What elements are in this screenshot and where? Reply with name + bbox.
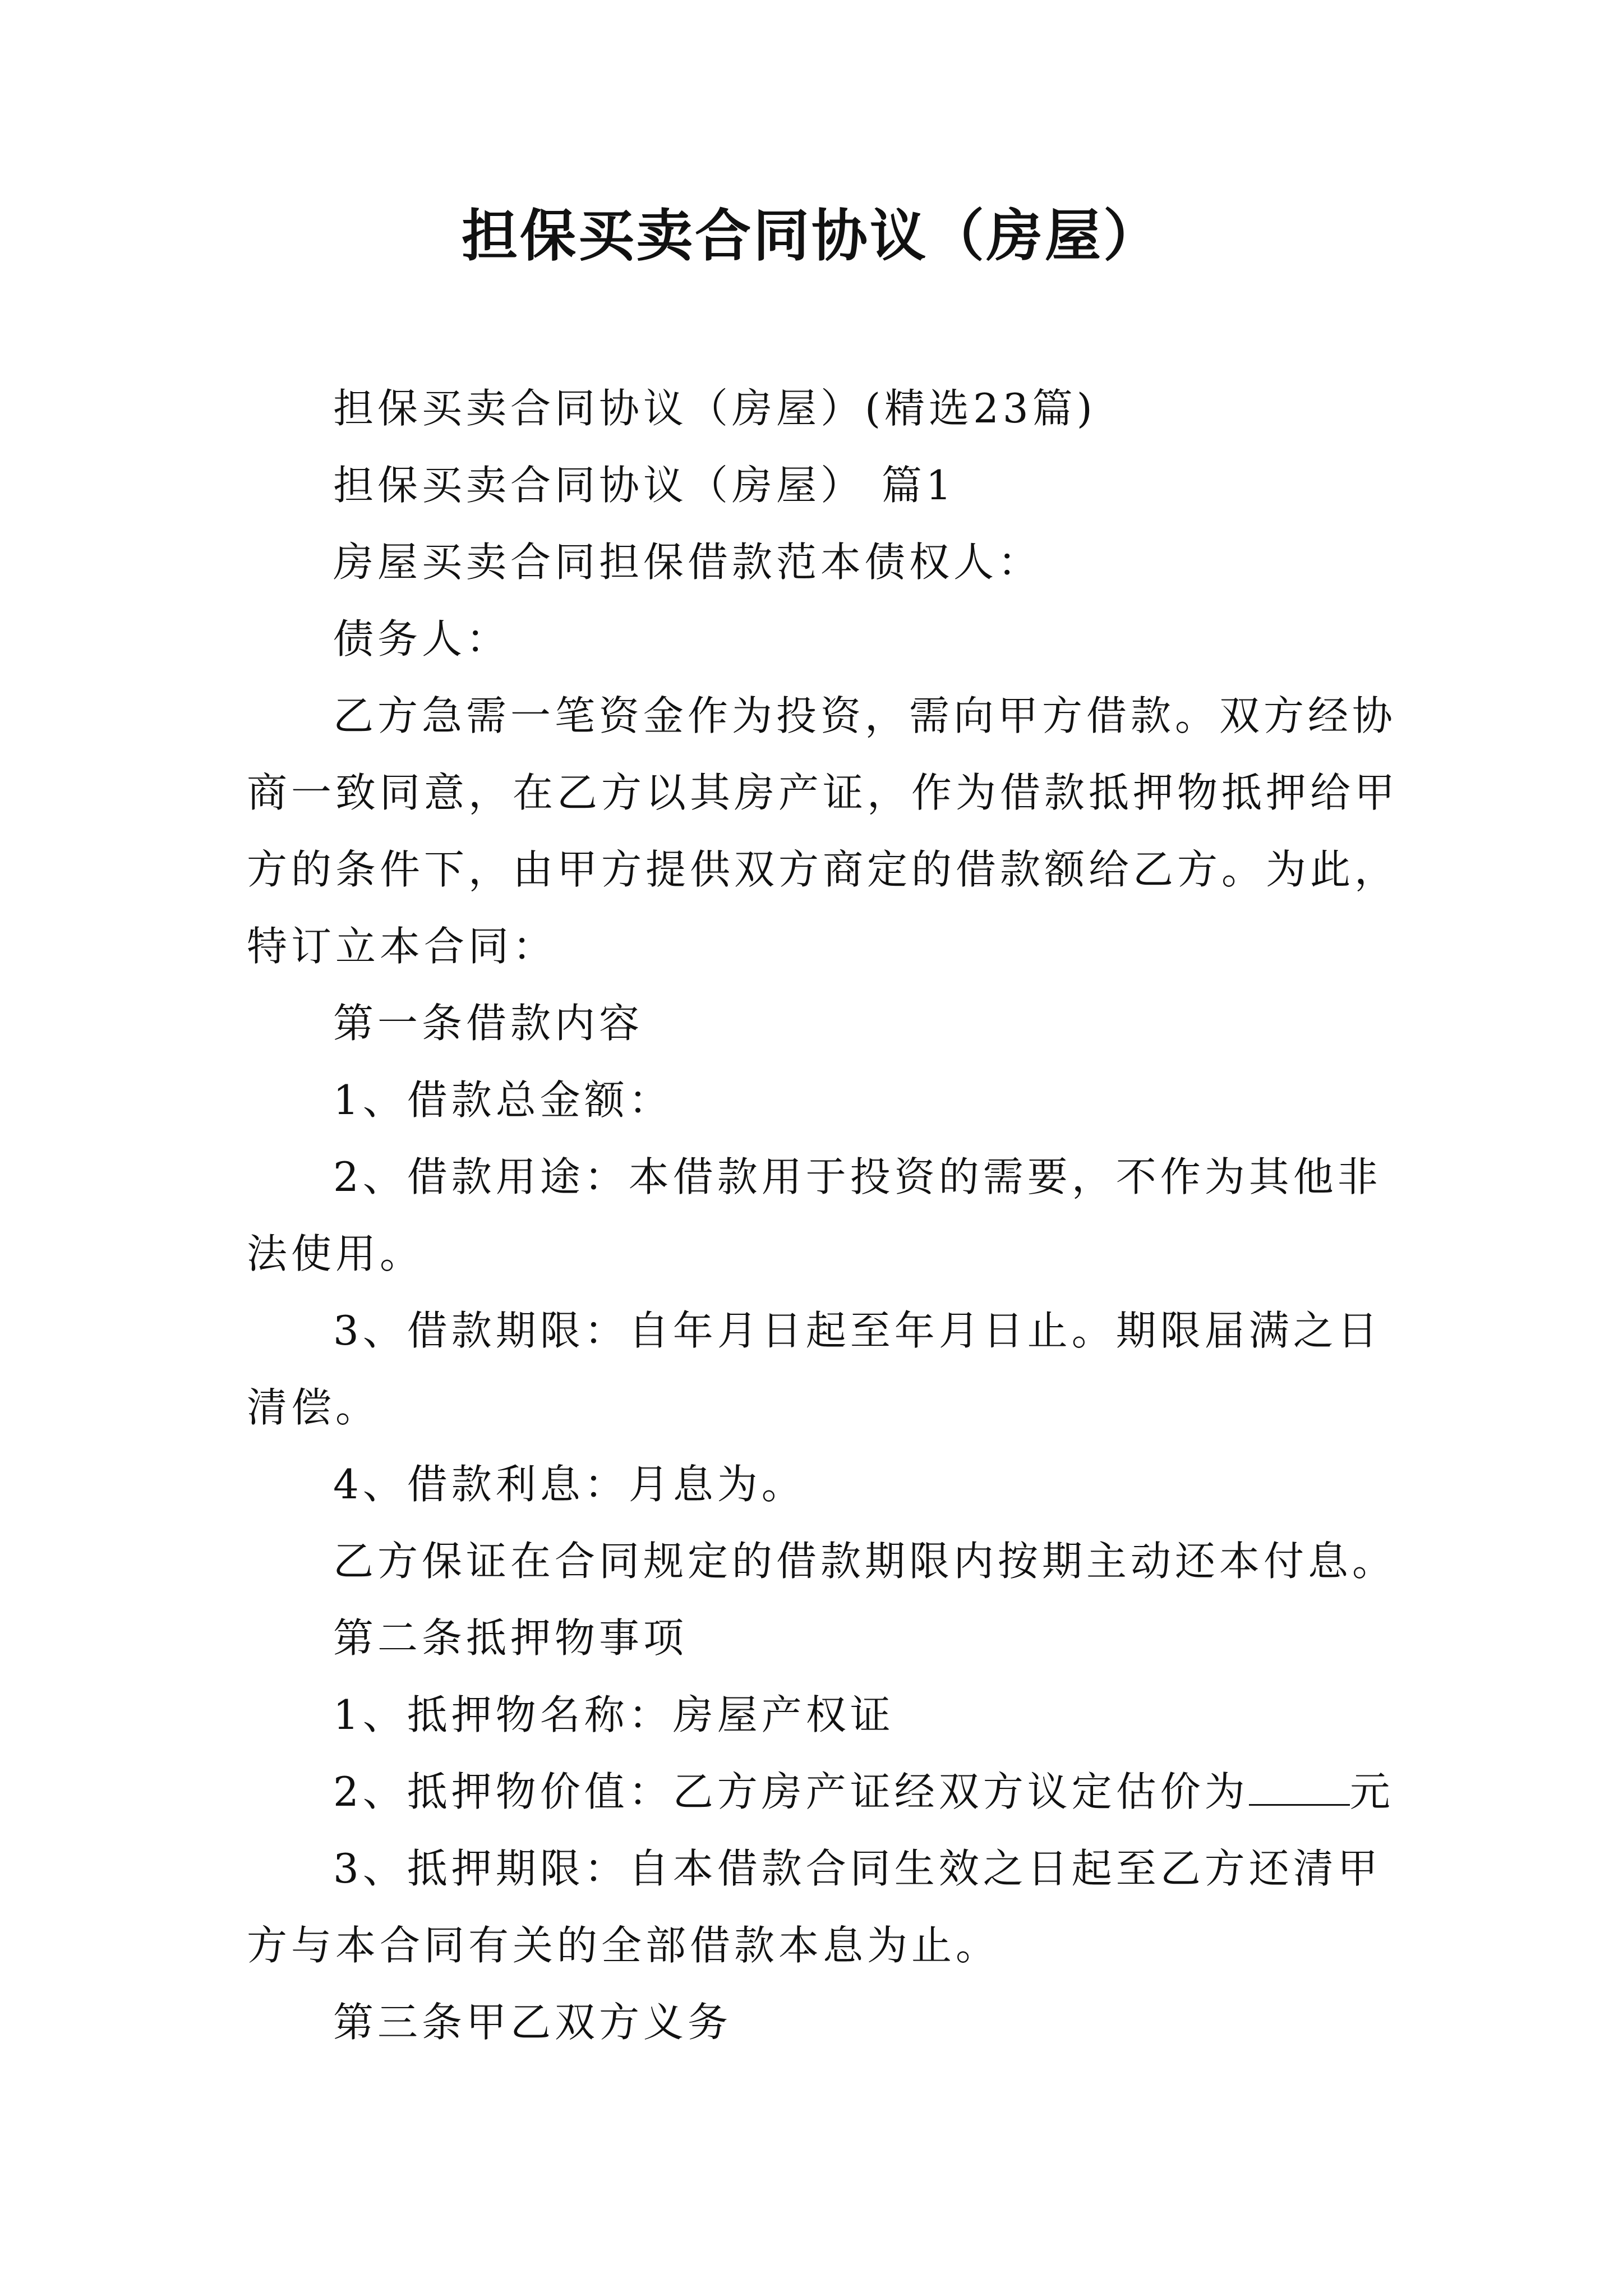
paragraph-collateral-name: 1、抵押物名称：房屋产权证 <box>333 1691 895 1738</box>
document-title: 担保买卖合同协议（房屋） <box>462 203 1161 269</box>
paragraph-creditor: 房屋买卖合同担保借款范本债权人： <box>333 539 1043 586</box>
collateral-value-text: 2、抵押物价值：乙方房产证经双方议定估价为 <box>333 1768 1249 1815</box>
paragraph-loan-purpose: 2、借款用途：本借款用于投资的需要，不作为其他非法使用。 <box>247 1153 1382 1277</box>
paragraph-subtitle: 担保买卖合同协议（房屋）(精选23篇) <box>333 385 1096 432</box>
paragraph-repayment-guarantee: 乙方保证在合同规定的借款期限内按期主动还本付息。 <box>333 1538 1397 1585</box>
document-body <box>247 370 1402 2061</box>
blank-underline <box>1249 1770 1350 1806</box>
paragraph-debtor: 债务人： <box>333 615 511 662</box>
paragraph-loan-interest: 4、借款利息：月息为。 <box>333 1461 806 1508</box>
paragraph-loan-term: 3、借款期限：自年月日起至年月日止。期限届满之日清偿。 <box>247 1307 1382 1431</box>
paragraph-article-2-heading: 第二条抵押物事项 <box>333 1614 688 1662</box>
paragraph-collateral-term: 3、抵押期限：自本借款合同生效之日起至乙方还清甲方与本合同有关的全部借款本息为止。 <box>247 1845 1382 1969</box>
paragraph-section-heading: 担保买卖合同协议（房屋） 篇1 <box>333 462 956 509</box>
paragraph-article-1-heading: 第一条借款内容 <box>333 1000 644 1047</box>
paragraph-collateral-value <box>247 1754 1402 1830</box>
paragraph-preamble: 乙方急需一笔资金作为投资，需向甲方借款。双方经协商一致同意，在乙方以其房产证，作为借款抵押物抵押给甲方的条件下，由甲方提供双方商定的借款额给乙方。为此，特订立本合同： <box>247 692 1399 970</box>
paragraph-article-3-heading: 第三条甲乙双方义务 <box>333 1999 732 2046</box>
collateral-value-unit: 元 <box>1349 1768 1394 1815</box>
paragraph-loan-amount: 1、借款总金额： <box>333 1076 673 1124</box>
